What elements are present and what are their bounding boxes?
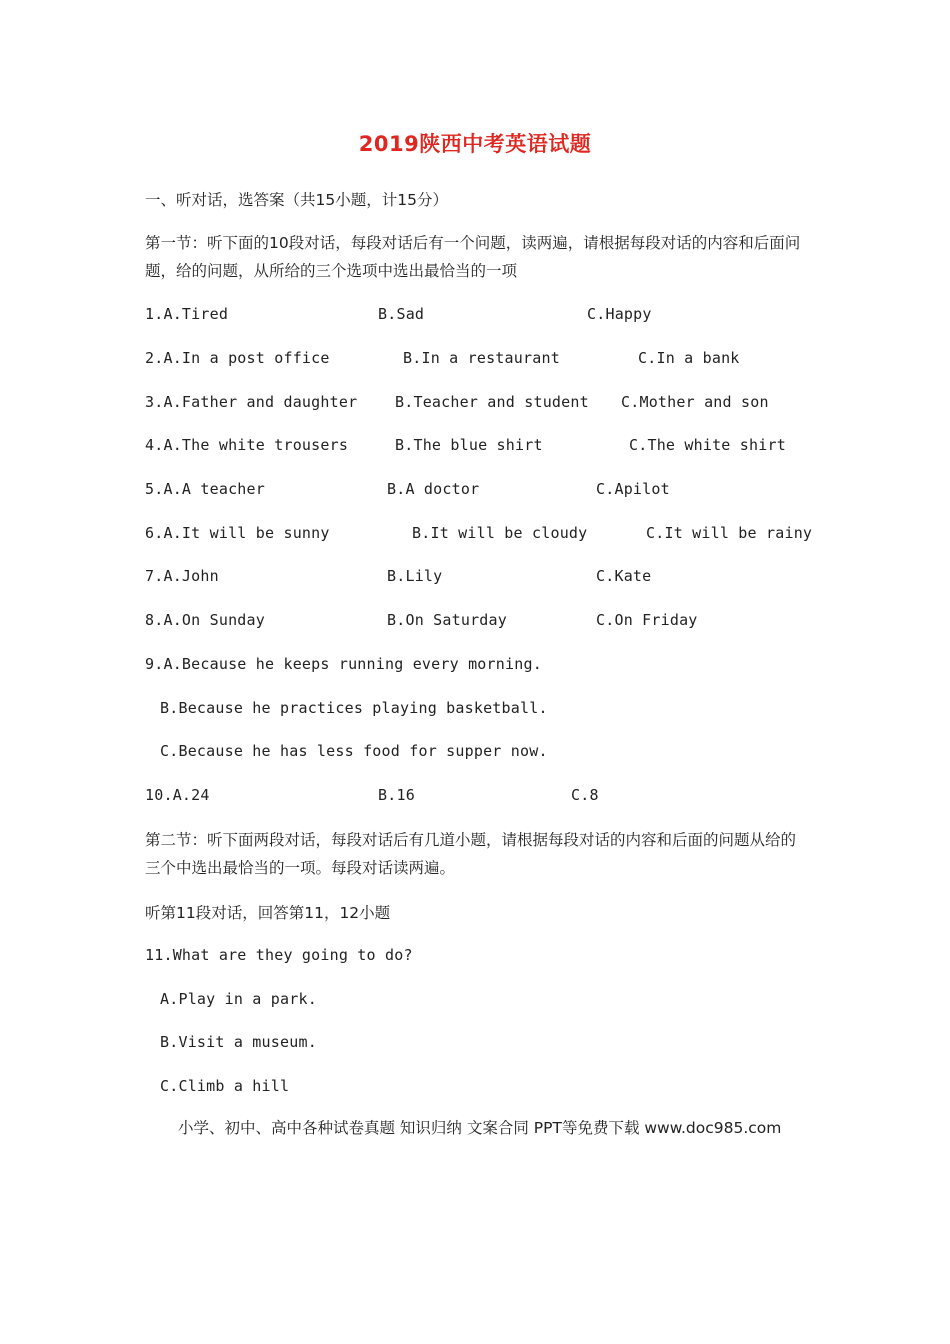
q11-option-b: B.Visit a museum.	[160, 1033, 317, 1051]
q2-option-c: C.In a bank	[638, 349, 740, 367]
q6-option-c: C.It will be rainy	[646, 524, 813, 542]
dialogue-11-heading: 听第11段对话，回答第11，12小题	[145, 904, 391, 922]
q3-option-b: B.Teacher and student	[395, 393, 589, 411]
q1-option-b: B.Sad	[378, 305, 425, 323]
q1-option-a: 1.A.Tired	[145, 305, 229, 323]
part2-instruction: 第二节：听下面两段对话，每段对话后有几道小题，请根据每段对话的内容和后面的问题从给的三个中选出最恰当的一项。每段对话读两遍。	[145, 831, 797, 877]
q7-option-a: 7.A.John	[145, 567, 219, 585]
q7-option-c: C.Kate	[596, 567, 652, 585]
q5-option-b: B.A doctor	[387, 480, 480, 498]
part1-instruction: 第一节：听下面的10段对话，每段对话后有一个问题，读两遍，请根据每段对话的内容和后面问题，给的问题，从所给的三个选项中选出最恰当的一项	[145, 234, 801, 280]
q8-option-b: B.On Saturday	[387, 611, 507, 629]
q5-option-c: C.Apilot	[596, 480, 670, 498]
q9-option-c: C.Because he has less food for supper now.	[160, 742, 548, 760]
q4-option-b: B.The blue shirt	[395, 436, 543, 454]
q3-option-a: 3.A.Father and daughter	[145, 393, 358, 411]
q10-option-b: B.16	[378, 786, 415, 804]
section-heading: 一、听对话，选答案（共15小题，计15分）	[145, 191, 448, 209]
q4-option-c: C.The white shirt	[629, 436, 786, 454]
q8-option-a: 8.A.On Sunday	[145, 611, 265, 629]
exam-title: 2019陕西中考英语试题	[358, 132, 592, 156]
q2-option-b: B.In a restaurant	[403, 349, 560, 367]
q2-option-a: 2.A.In a post office	[145, 349, 330, 367]
q7-option-b: B.Lily	[387, 567, 443, 585]
q9-option-b: B.Because he practices playing basketball.	[160, 699, 548, 717]
q6-option-a: 6.A.It will be sunny	[145, 524, 330, 542]
q9-option-a: 9.A.Because he keeps running every morning.	[145, 655, 542, 673]
footer-watermark: 小学、初中、高中各种试卷真题 知识归纳 文案合同 PPT等免费下载 www.doc985.com	[178, 1119, 782, 1137]
q8-option-c: C.On Friday	[596, 611, 698, 629]
q1-option-c: C.Happy	[587, 305, 652, 323]
q10-option-a: 10.A.24	[145, 786, 210, 804]
q5-option-a: 5.A.A teacher	[145, 480, 265, 498]
q3-option-c: C.Mother and son	[621, 393, 769, 411]
q6-option-b: B.It will be cloudy	[412, 524, 588, 542]
q11-stem: 11.What are they going to do?	[145, 946, 413, 964]
q11-option-c: C.Climb a hill	[160, 1077, 290, 1095]
q10-option-c: C.8	[571, 786, 599, 804]
q4-option-a: 4.A.The white trousers	[145, 436, 349, 454]
q11-option-a: A.Play in a park.	[160, 990, 317, 1008]
